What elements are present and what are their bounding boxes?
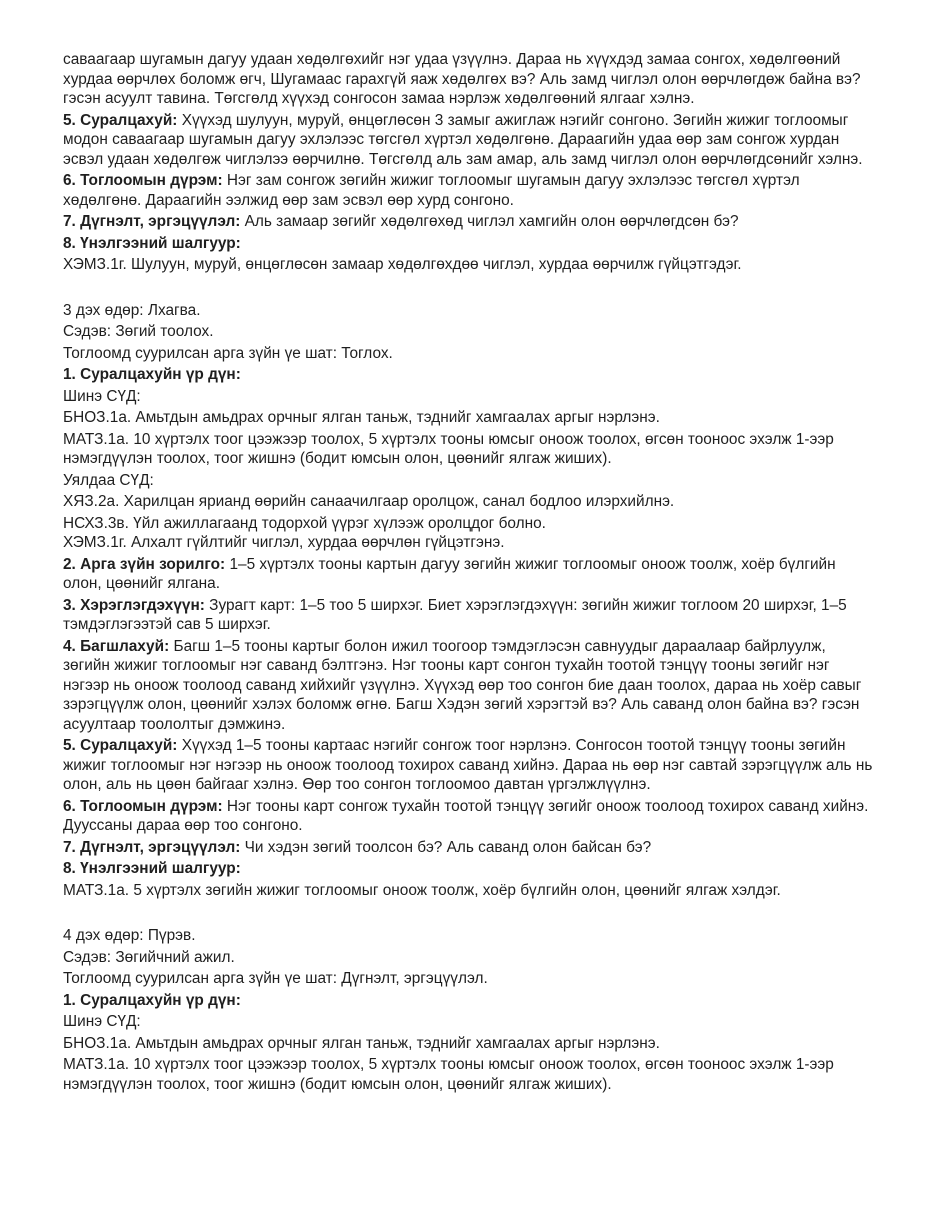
text-paragraph: [63, 50, 875, 109]
text-paragraph: [63, 387, 875, 407]
paragraph-text: Нэг тооны карт сонгож тухайн тоотой тэнцүү зөгийг оноож тоолоод тохирох саванд хийнэ. Дууссаны дараа өөр тоо сонгоно.: [63, 797, 869, 834]
section-paragraph: [63, 234, 875, 254]
section-spacer: [63, 902, 875, 926]
section-heading: 8. Үнэлгээний шалгуур:: [63, 860, 241, 877]
section-paragraph: [63, 212, 875, 232]
section-paragraph: [63, 838, 875, 858]
text-paragraph: [63, 408, 875, 428]
paragraph-text: ХЭМЗ.1г. Алхалт гүйлтийг чиглэл, хурдаа өөрчлөн гүйцэтгэнэ.: [63, 534, 505, 551]
section-heading: 7. Дүгнэлт, эргэцүүлэл:: [63, 213, 241, 230]
document-page: [63, 50, 875, 1096]
section-heading: 4. Багшлахуй:: [63, 637, 170, 655]
paragraph-text: 1–5 хүртэлх тооны картын дагуу зөгийн жижиг тоглоомыг оноож тоолж, хоёр бүлгийн олон, цөөнийг ялгана.: [63, 555, 836, 592]
section-heading: 8. Үнэлгээний шалгуур:: [63, 234, 241, 252]
text-paragraph: [63, 430, 875, 469]
text-paragraph: [63, 471, 875, 491]
text-paragraph: [63, 1055, 875, 1094]
section-paragraph: [63, 171, 875, 210]
section-heading: 7. Дүгнэлт, эргэцүүлэл:: [63, 838, 241, 856]
paragraph-text: БНОЗ.1а. Амьтдын амьдрах орчныг ялган таньж, тэднийг хамгаалах аргыг нэрлэнэ.: [63, 1034, 660, 1052]
section-heading: 2. Арга зүйн зорилго:: [63, 555, 226, 573]
text-paragraph: [63, 514, 875, 534]
section-heading: 5. Суралцахуй:: [63, 111, 178, 129]
section-paragraph: [63, 991, 875, 1011]
section-paragraph: [63, 596, 875, 635]
paragraph-text: Тоглоомд суурилсан арга зүйн үе шат: Дүгнэлт, эргэцүүлэл.: [63, 970, 488, 987]
paragraph-text: МАТЗ.1а. 5 хүртэлх зөгийн жижиг тоглоомыг оноож тоолж, хоёр бүлгийн олон, цөөнийг ялгаж хэлдэг.: [63, 881, 781, 899]
paragraph-text: Хүүхэд 1–5 тооны картаас нэгийг сонгож тоог нэрлэнэ. Сонгосон тоотой тэнцүү тооны зөгийн жижиг тоглоомыг нэг нэгээр нь оноож тоолоод тохирох саванд хийнэ. Дараа нь өөр нэг савтай зэрэгцүүлж аль нь олон, аль нь цөөн байгааг хэлнэ. Өөр тоо сонгон тоглоомоо давтан үргэлжлүүлнэ.: [63, 737, 873, 793]
section-heading: 6. Тоглоомын дүрэм:: [63, 797, 223, 815]
section-heading: 6. Тоглоомын дүрэм:: [63, 172, 223, 189]
paragraph-text: Багш 1–5 тооны картыг болон ижил тоогоор тэмдэглэсэн савнуудыг дараалаар байрлуулж, зөгийн жижиг тоглоомыг нэг саванд бэлтгэнэ. Нэг тооны карт сонгон тухайн тоотой тэнцүү тооны зөгийг нэг нэгээр нь оноож тоолоод саванд хийхийг үзүүлнэ. Хүүхэд өөр тоо сонгон бие даан тоолох, дараа нь хоёр савыг зэрэгцүүлж олон, цөөнийг хэлэх боломж өгнө. Багш Хэдэн зөгий хэрэгтэй вэ? Аль саванд олон байна вэ? гэсэн асуултаар тоололтыг дэмжинэ.: [63, 637, 862, 733]
section-paragraph: [63, 859, 875, 879]
paragraph-text: МАТЗ.1а. 10 хүртэлх тоог цээжээр тоолох, 5 хүртэлх тооны юмсыг оноож тоолох, өгсөн тооноос эхэлж 1-ээр нэмэгдүүлэн тоолох, тоог жишнэ (бодит юмсын олон, цөөнийг ялгаж жиших).: [63, 1056, 834, 1093]
text-paragraph: [63, 926, 875, 946]
paragraph-text: Чи хэдэн зөгий тоолсон бэ? Аль саванд олон байсан бэ?: [240, 838, 652, 856]
paragraph-text: БНОЗ.1а. Амьтдын амьдрах орчныг ялган таньж, тэднийг хамгаалах аргыг нэрлэнэ.: [63, 409, 660, 426]
text-paragraph: [63, 1034, 875, 1054]
text-paragraph: [63, 344, 875, 364]
paragraph-text: Сэдэв: Зөгийчний ажил.: [63, 948, 235, 966]
text-paragraph: [63, 492, 875, 512]
section-heading: 3. Хэрэглэгдэхүүн:: [63, 596, 205, 614]
section-paragraph: [63, 365, 875, 385]
paragraph-text: Хүүхэд шулуун, муруй, өнцөглөсөн 3 замыг ажиглаж нэгийг сонгоно. Зөгийн жижиг тоглоомыг модон саваагаар шугамын дагуу эхлэлээс төгсгөл хүртэл хөдөлгөнө. Дараагийн удаа өөр зам сонгож хурдан эсвэл удаан хөдөлгөж чиглэлээ өөрчилнө. Төгсгөлд аль зам амар, аль замд чиглэл олон өөрчлөгдсөнийг хэлнэ.: [63, 111, 863, 168]
paragraph-text: 3 дэх өдөр: Лхагва.: [63, 301, 201, 319]
paragraph-text: Зурагт карт: 1–5 тоо 5 ширхэг. Биет хэрэглэгдэхүүн: зөгийн жижиг тоглоом 20 ширхэг, 1–5 тэмдэглэгээтэй сав 5 ширхэг.: [63, 596, 847, 633]
text-paragraph: [63, 322, 875, 342]
paragraph-text: НСХЗ.3в. Үйл ажиллагаанд тодорхой үүрэг хүлээж оролцдог болно.: [63, 514, 546, 532]
paragraph-text: Аль замаар зөгийг хөдөлгөхөд чиглэл хамгийн олон өөрчлөгдсөн бэ?: [240, 213, 739, 230]
section-heading: 1. Суралцахуйн үр дүн:: [63, 991, 241, 1009]
text-paragraph: [63, 255, 875, 275]
section-spacer: [63, 277, 875, 301]
section-heading: 5. Суралцахуй:: [63, 737, 178, 754]
text-paragraph: [63, 948, 875, 968]
section-paragraph: [63, 637, 875, 735]
paragraph-text: ХЯЗ.2а. Харилцан ярианд өөрийн санаачилгаар оролцож, санал бодлоо илэрхийлнэ.: [63, 493, 675, 510]
paragraph-text: Шинэ СҮД:: [63, 1013, 141, 1030]
paragraph-text: Уялдаа СҮД:: [63, 471, 154, 489]
text-paragraph: [63, 301, 875, 321]
paragraph-text: Нэг зам сонгож зөгийн жижиг тоглоомыг шугамын дагуу эхлэлээс төгсгөл хүртэл хөдөлгөнө. Дараагийн ээлжид өөр зам эсвэл өөр хурд сонгоно.: [63, 172, 800, 209]
paragraph-text: Сэдэв: Зөгий тоолох.: [63, 323, 214, 340]
paragraph-text: Тоглоомд суурилсан арга зүйн үе шат: Тоглох.: [63, 344, 393, 362]
text-paragraph: [63, 1012, 875, 1032]
section-paragraph: [63, 736, 875, 795]
section-paragraph: [63, 555, 875, 594]
paragraph-text: саваагаар шугамын дагуу удаан хөдөлгөхийг нэг удаа үзүүлнэ. Дараа нь хүүхдэд замаа сонгох, хөдөлгөөний хурдаа өөрчлөх боломж өгч, Шугамаас гарахгүй яаж хөдөлгөх вэ? Аль замд чиглэл олон өөрчлөгдөж байна вэ? гэсэн асуулт тавина. Төгсгөлд хүүхэд сонгосон замаа нэрлэж хөдөлгөөний ялгааг хэлнэ.: [63, 51, 861, 107]
paragraph-text: МАТЗ.1а. 10 хүртэлх тоог цээжээр тоолох, 5 хүртэлх тооны юмсыг оноож тоолох, өгсөн тооноос эхэлж 1-ээр нэмэгдүүлэн тоолох, тоог жишнэ (бодит юмсын олон, цөөнийг ялгаж жиших).: [63, 430, 834, 467]
paragraph-text: ХЭМЗ.1г. Шулуун, муруй, өнцөглөсөн замаар хөдөлгөхдөө чиглэл, хурдаа өөрчилж гүйцэтгэдэг.: [63, 256, 742, 273]
paragraph-text: 4 дэх өдөр: Пүрэв.: [63, 927, 196, 944]
text-paragraph: [63, 533, 875, 553]
text-paragraph: [63, 881, 875, 901]
section-heading: 1. Суралцахуйн үр дүн:: [63, 366, 241, 383]
section-paragraph: [63, 111, 875, 170]
paragraph-text: Шинэ СҮД:: [63, 387, 141, 405]
text-paragraph: [63, 969, 875, 989]
section-paragraph: [63, 797, 875, 836]
